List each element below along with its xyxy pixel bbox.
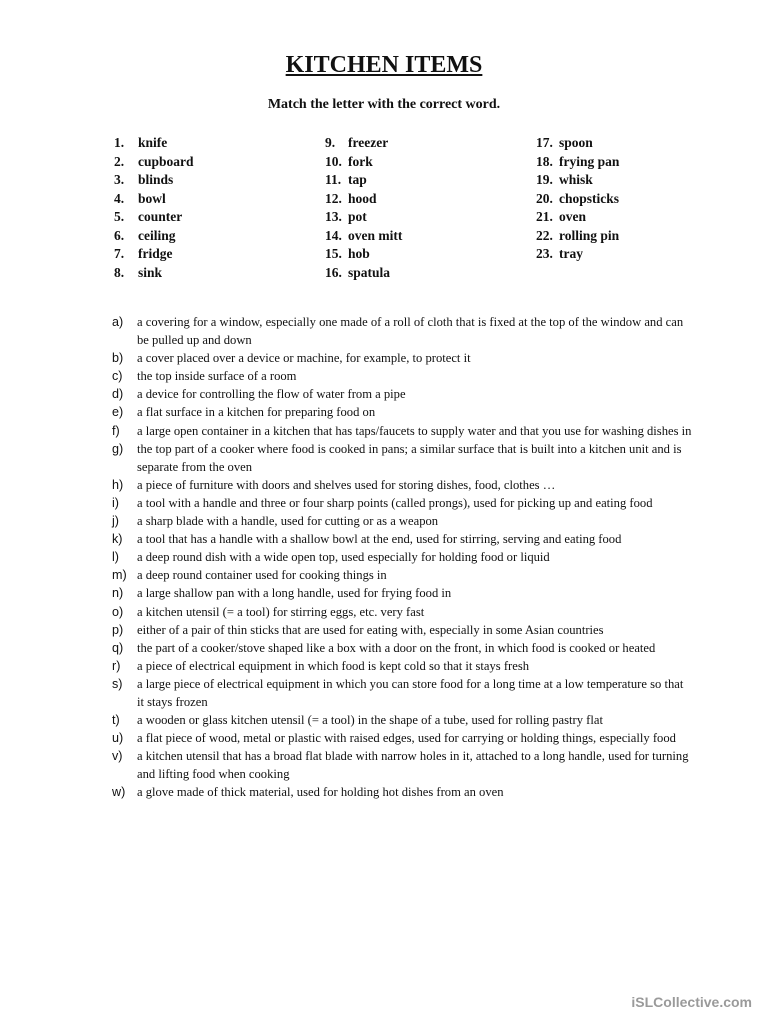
definition-item [112,783,692,801]
definition-text: a large piece of electrical equipment in which you can store food for a long time at a low temperature so that it stays frozen [137,676,684,709]
word-item [325,227,402,246]
definition-text: a glove made of thick material, used for holding hot dishes from an oven [137,785,504,800]
word-text: counter [138,209,183,224]
word-text: hood [348,190,377,206]
word-item [536,171,619,190]
definition-letter: h) [112,477,124,492]
watermark: iSLCollective.com [631,994,752,1010]
word-text: sink [138,264,163,280]
definition-letter: u) [112,731,124,746]
word-number: 11. [325,172,342,187]
definition-text: a piece of furniture with doors and shelves used for storing dishes, food, clothes … [137,477,556,492]
definition-letter: q) [112,640,124,655]
word-item [114,171,194,190]
definition-letter: r) [112,658,121,673]
word-item [114,134,194,153]
definition-letter: n) [112,586,124,601]
word-text: fork [348,153,373,169]
definition-item [112,548,692,566]
definition-item [112,440,692,476]
definition-letter: w) [112,785,126,800]
word-item [325,245,402,264]
word-column-2 [325,134,402,282]
definition-text: a kitchen utensil that has a broad flat blade with narrow holes in it, attached to a long handle, used for turning and lifting food when cooking [137,749,689,782]
word-item [536,190,619,209]
definition-item [112,729,692,747]
definition-item [112,494,692,512]
word-text: tap [348,172,367,187]
word-number: 23. [536,246,553,261]
word-item [325,264,402,283]
definition-text: a flat piece of wood, metal or plastic with raised edges, used for carrying or holding things, especially food [137,731,676,746]
word-text: rolling pin [559,227,620,243]
definition-letter: s) [112,676,123,691]
word-number: 22. [536,227,553,243]
definition-text: a deep round container used for cooking things in [137,568,387,583]
definition-text: a piece of electrical equipment in which food is kept cold so that it stays fresh [137,658,530,673]
word-text: pot [348,209,367,224]
definition-letter: f) [112,423,120,438]
definition-text: a tool with a handle and three or four sharp points (called prongs), used for picking up and eating food [137,495,653,510]
definition-item [112,566,692,584]
definition-text: a wooden or glass kitchen utensil (= a tool) in the shape of a tube, used for rolling pastry flat [137,713,603,728]
definition-letter: l) [112,550,119,565]
word-number: 12. [325,190,342,206]
word-item [325,171,402,190]
word-item [114,190,194,209]
definition-letter: e) [112,405,124,420]
word-number: 15. [325,246,342,261]
definition-text: a covering for a window, especially one made of a roll of cloth that is fixed at the top of the window and can be pulled up and down [137,315,684,348]
definition-letter: k) [112,532,123,547]
word-item [114,264,194,283]
word-number: 18. [536,153,553,169]
definition-item [112,603,692,621]
word-text: hob [348,246,370,261]
word-column-3 [536,134,619,264]
definition-item [112,367,692,385]
definition-item [112,711,692,729]
word-number: 17. [536,135,553,150]
word-text: oven mitt [348,227,403,243]
word-text: chopsticks [559,190,620,206]
definition-letter: a) [112,315,124,329]
word-item [114,153,194,172]
definition-letter: o) [112,604,124,619]
definition-text: a sharp blade with a handle, used for cutting or as a weapon [137,514,439,529]
definition-letter: d) [112,387,124,402]
definition-item [112,422,692,440]
definition-letter: c) [112,369,123,384]
word-number: 9. [325,135,336,150]
definition-text: the top part of a cooker where food is cooked in pans; a similar surface that is built into a kitchen unit and is separate from the oven [137,441,682,474]
definition-letter: i) [112,495,119,510]
word-text: freezer [348,135,389,150]
definition-item [112,639,692,657]
word-number: 21. [536,209,553,224]
word-text: spatula [348,264,391,280]
definition-letter: v) [112,749,123,764]
word-number: 5. [114,209,125,224]
definition-item [112,747,692,783]
definition-text: a flat surface in a kitchen for preparing food on [137,405,376,420]
word-text: spoon [559,135,593,150]
word-text: tray [559,246,583,261]
word-item [536,245,619,264]
definition-item [112,385,692,403]
word-number: 20. [536,190,553,206]
definition-text: a kitchen utensil (= a tool) for stirring eggs, etc. very fast [137,604,425,619]
word-number: 3. [114,172,125,187]
word-text: ceiling [138,227,176,243]
definition-letter: p) [112,622,124,637]
word-text: bowl [138,190,166,206]
word-text: blinds [138,172,174,187]
instruction: Match the letter with the correct word. [267,97,501,112]
word-item [114,245,194,264]
definition-text: a deep round dish with a wide open top, used especially for holding food or liquid [137,550,550,565]
word-item [114,208,194,227]
definition-item [112,530,692,548]
word-number: 10. [325,153,342,169]
definition-item [112,657,692,675]
definition-text: a device for controlling the flow of water from a pipe [137,387,406,402]
definition-letter: b) [112,351,124,366]
word-number: 2. [114,153,125,169]
definition-text: either of a pair of thin sticks that are used for eating with, especially in some Asian countries [137,622,604,637]
definition-item [112,313,692,349]
definition-letter: j) [112,514,119,529]
word-item [536,227,619,246]
word-text: frying pan [559,153,620,169]
definition-item [112,403,692,421]
word-text: fridge [138,246,173,261]
definition-item [112,512,692,530]
definition-letter: m) [112,568,127,583]
definition-text: the top inside surface of a room [137,369,297,384]
word-number: 19. [536,172,553,187]
word-item [114,227,194,246]
word-item [325,134,402,153]
word-number: 6. [114,227,125,243]
word-item [325,208,402,227]
definition-item [112,584,692,602]
page-title: KITCHEN ITEMS [285,52,483,78]
word-column-1 [114,134,194,282]
word-item [536,153,619,172]
word-number: 13. [325,209,342,224]
word-text: knife [138,135,168,150]
definition-letter: t) [112,713,120,728]
word-text: oven [559,209,586,224]
word-number: 14. [325,227,342,243]
word-number: 7. [114,246,125,261]
definition-text: the part of a cooker/stove shaped like a box with a door on the front, in which food is cooked or heated [137,640,656,655]
definition-text: a tool that has a handle with a shallow bowl at the end, used for stirring, serving and eating food [137,532,622,547]
word-number: 4. [114,190,125,206]
word-item [325,190,402,209]
definition-item [112,675,692,711]
definition-item [112,621,692,639]
definition-item [112,349,692,367]
word-item [536,134,619,153]
word-item [325,153,402,172]
definition-text: a cover placed over a device or machine, for example, to protect it [137,351,471,366]
word-number: 8. [114,264,125,280]
word-number: 1. [114,135,125,150]
definition-text: a large open container in a kitchen that has taps/faucets to supply water and that you use for washing dishes in [137,423,692,438]
definition-text: a large shallow pan with a long handle, used for frying food in [137,586,452,601]
word-item [536,208,619,227]
definition-item [112,476,692,494]
word-number: 16. [325,264,342,280]
definition-list [112,313,692,802]
definition-letter: g) [112,441,124,456]
word-text: whisk [559,172,593,187]
word-text: cupboard [138,153,194,169]
